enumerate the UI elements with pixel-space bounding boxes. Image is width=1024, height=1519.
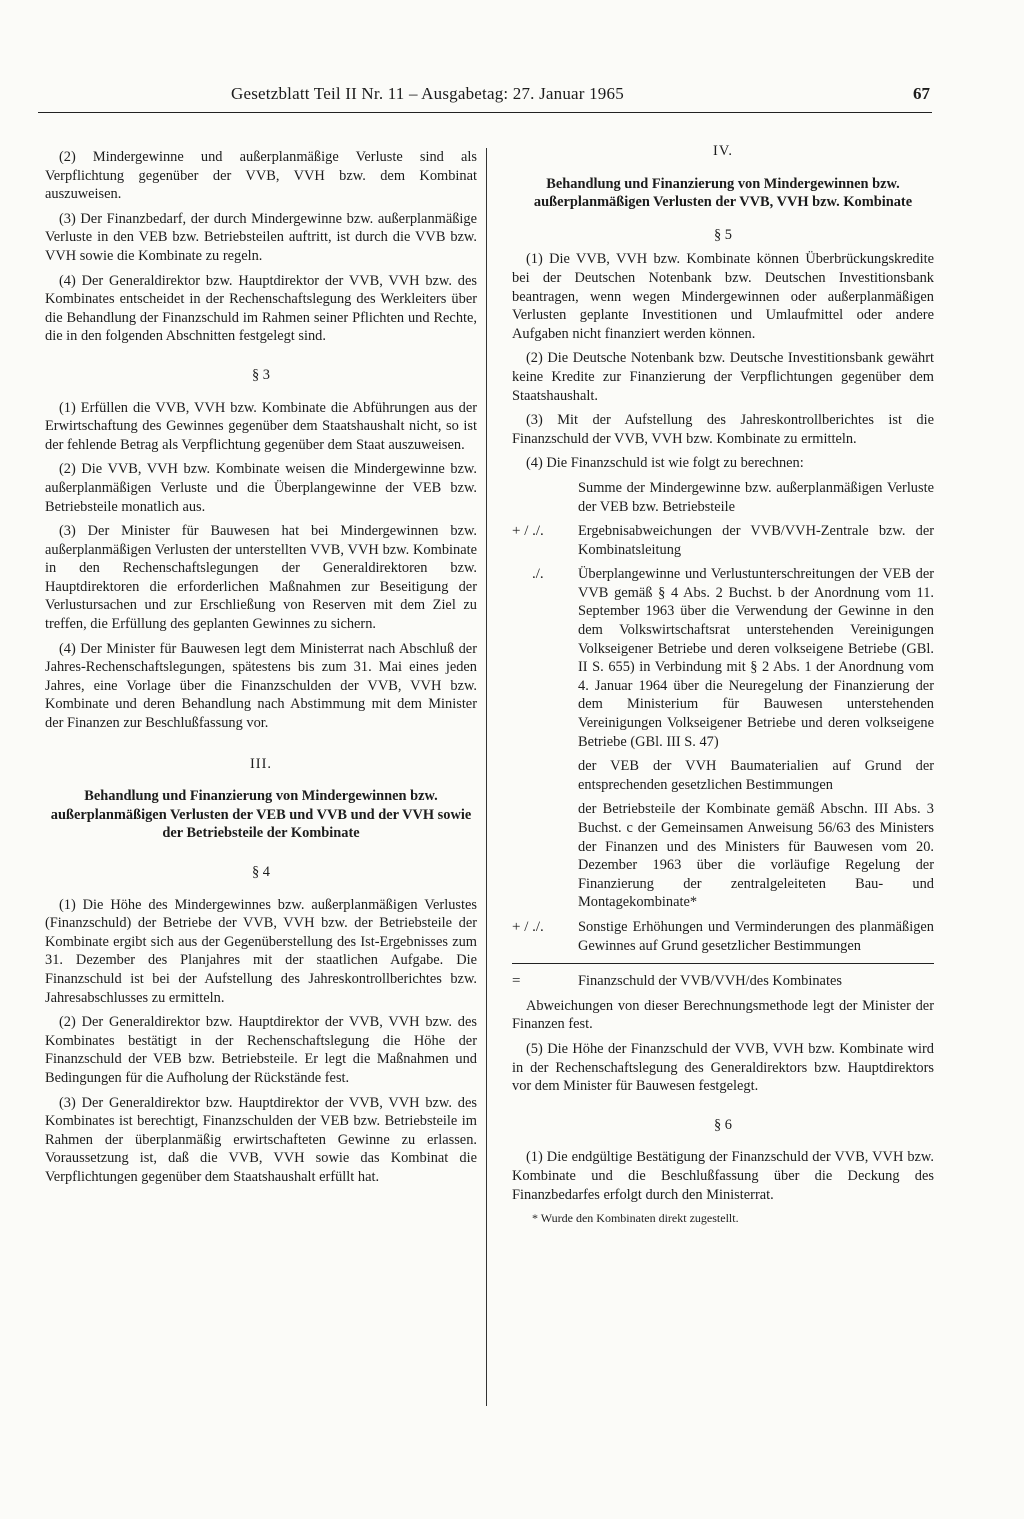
calc-sum-row bbox=[512, 963, 934, 991]
paragraph: (3) Der Minister für Bauwesen hat bei Mindergewinnen bzw. außerplanmäßigen Verlusten der unterstellten VVB, VVH bzw. Kombinate in den Rechenschaftslegungen der Generaldirektoren bzw. Hauptdirektoren die erforderlichen Maßnahmen zur Beseitigung der Verlustursachen und zur Erschließung von Reserven mit dem Ziel zu treffen, die Erfüllung des geplanten Gewinnes zu sichern. bbox=[45, 523, 477, 633]
calc-row bbox=[512, 918, 934, 955]
page-header bbox=[38, 84, 932, 113]
section-heading-5: § 5 bbox=[714, 226, 732, 243]
calc-row-text: der Betriebsteile der Kombinate gemäß Abschn. III Abs. 3 Buchst. c der Gemeinsamen Anweisung 56/63 des Ministers der Finanzen und des Ministers für Bauwesen vom 20. Dezember 1963 über die vorläufige Regelung der Finanzierung der zentralgeleiteten Bau- und Montagekombinate* bbox=[578, 801, 934, 911]
plus-minus-sign: + / ./. bbox=[512, 523, 544, 540]
calc-row-text: Ergebnisabweichungen der VVB/VVH-Zentrale bzw. der Kombinatsleitung bbox=[578, 523, 934, 558]
calc-row-text: der VEB der VVH Baumaterialien auf Grund der entsprechenden gesetzlichen Bestimmungen bbox=[578, 758, 934, 793]
paragraph: (2) Der Generaldirektor bzw. Hauptdirektor der VVB, VVH bzw. des Kombinates bestätigt in der Rechenschaftslegung die Höhe der Finanzschuld der VEB bzw. Betriebsteile. Er legt die Maßnahmen und Bedingungen für die Aufholung der Rückstände fest. bbox=[45, 1014, 477, 1086]
running-title: Gesetzblatt Teil II Nr. 11 – Ausgabetag: 27. Januar 1965 bbox=[231, 84, 624, 103]
left-column bbox=[45, 148, 477, 1193]
paragraph: (1) Die endgültige Bestätigung der Finanzschuld der VVB, VVH bzw. Kombinate und die Beschlußfassung über die Deckung des Finanzbedarfes erfolgt durch den Ministerrat. bbox=[512, 1149, 934, 1203]
minus-sign: ./. bbox=[532, 566, 544, 583]
equals-sign: = bbox=[512, 973, 521, 990]
page-number: 67 bbox=[913, 84, 930, 103]
calc-row-text: Sonstige Erhöhungen und Verminderungen des planmäßigen Gewinnes auf Grund gesetzlicher Bestimmungen bbox=[578, 918, 934, 954]
chapter-number-4: IV. bbox=[713, 143, 733, 159]
paragraph: (1) Erfüllen die VVB, VVH bzw. Kombinate die Abführungen aus der Erwirtschaftung des Gewinnes gegenüber dem Staatshaushalt nicht, so ist der fehlende Betrag als Verpflichtung gegenüber dem Staat auszuweisen. bbox=[45, 399, 477, 453]
paragraph: (2) Die VVB, VVH bzw. Kombinate weisen die Mindergewinne bzw. außerplanmäßigen Verluste und die Überplangewinne der VEB bzw. Betriebsteile monatlich aus. bbox=[45, 461, 477, 515]
calculation-scheme bbox=[512, 479, 934, 991]
column-divider bbox=[486, 148, 487, 1406]
calc-sum-text: Finanzschuld der VVB/VVH/des Kombinates bbox=[578, 973, 842, 990]
section-heading-3: § 3 bbox=[252, 366, 270, 383]
section-heading-6: § 6 bbox=[714, 1116, 732, 1133]
calc-row-text: Überplangewinne und Verlustunterschreitungen der VEB der VVB gemäß § 4 Abs. 2 Buchst. b der Anordnung vom 11. September 1963 über die Verwendung der Gewinne in den dem Volkswirtschaftsrat unterstehenden Vereinigungen Volkseigener Betriebe und deren volkseigene Betriebe (GBl. II S. 655) in Verbindung mit § 2 Abs. 1 der Anordnung vom 4. Januar 1964 über die Neuregelung der Finanzierung der dem Ministerium für Bauwesen unterstehenden Vereinigungen Volkseigener Betriebe und deren volkseigene Betriebe (GBl. III S. 47) bbox=[578, 566, 934, 750]
calc-row bbox=[512, 565, 934, 751]
chapter-heading-4: Behandlung und Finanzierung von Mindergewinnen bzw. außerplanmäßigen Verlusten der VVB, VVH bzw. Kombinate bbox=[533, 175, 913, 211]
chapter-number-3: III. bbox=[250, 755, 272, 772]
footnote: * Wurde den Kombinaten direkt zugestellt. bbox=[532, 1211, 739, 1226]
calc-row bbox=[512, 800, 934, 912]
paragraph: (1) Die Höhe des Mindergewinnes bzw. außerplanmäßigen Verlustes (Finanzschuld) der Betriebe der VVB, VVH bzw. der Betriebsteile der Kombinate ergibt sich aus der Gegenüberstellung des Ist-Ergebnisses zum 31. Dezember des Planjahres mit der staatlichen Aufgabe. Die Finanzschuld ist bei der Aufstellung des Jahreskontrollberichtes bzw. Jahresabschlusses zu ermitteln. bbox=[45, 896, 477, 1006]
paragraph: (1) Die VVB, VVH bzw. Kombinate können Überbrückungskredite bei der Deutschen Notenbank bzw. Deutschen Investitionsbank beantragen, wenn wegen Mindergewinnen oder außerplanmäßigen Verlusten geplante Investitionen und Umlaufmittel oder andere Aufgaben nicht finanziert werden können. bbox=[512, 251, 934, 342]
paragraph: (3) Der Generaldirektor bzw. Hauptdirektor der VVB, VVH bzw. des Kombinates ist berechtigt, Finanzschulden der VEB bzw. Betriebsteile im Rahmen der überplanmäßig erwirtschafteten Gewinne zu erlassen. Voraussetzung ist, daß die VVB, VVH sowie das Kombinat die Verpflichtungen gegenüber dem Staatshaushalt erfüllt hat. bbox=[45, 1094, 477, 1185]
paragraph: (4) Der Minister für Bauwesen legt dem Ministerrat nach Abschluß der Jahres-Rechenschaftslegungen, spätestens bis zum 31. Mai eines jeden Jahres, eine Vorlage über die Finanzschulden der VVB, VVH bzw. Kombinate und deren Behandlung nach Abstimmung mit dem Minister der Finanzen zur Beschlußfassung vor. bbox=[45, 640, 477, 732]
section-heading-4: § 4 bbox=[252, 864, 270, 880]
paragraph: (4) Die Finanzschuld ist wie folgt zu berechnen: bbox=[526, 455, 804, 472]
plus-minus-sign: + / ./. bbox=[512, 918, 544, 935]
calc-row-text: Summe der Mindergewinne bzw. außerplanmäßigen Verluste der VEB bzw. Betriebsteile bbox=[578, 479, 934, 515]
calc-row bbox=[512, 757, 934, 794]
paragraph: (3) Der Finanzbedarf, der durch Mindergewinne bzw. außerplanmäßige Verluste in den VEB bzw. Betriebsteilen auftritt, ist durch die VVB bzw. VVH sowie die Kombinate zu regeln. bbox=[45, 210, 477, 264]
paragraph: (4) Der Generaldirektor bzw. Hauptdirektor der VVB, VVH bzw. des Kombinates entscheidet in der Rechenschaftslegung des Werkleiters über die Behandlung der Finanzschuld im Rahmen seiner Pflichten und Rechte, die in den folgenden Abschnitten festgelegt sind. bbox=[45, 272, 477, 345]
paragraph: (5) Die Höhe der Finanzschuld der VVB, VVH bzw. Kombinate wird in der Rechenschaftslegung des Generaldirektors bzw. Hauptdirektors vor dem Minister für Bauwesen festgelegt. bbox=[512, 1040, 934, 1095]
right-column bbox=[512, 142, 934, 1226]
chapter-heading-3: Behandlung und Finanzierung von Mindergewinnen bzw. außerplanmäßigen Verlusten der VEB und VVB und der VVH sowie der Betriebsteile der Kombinate bbox=[50, 788, 472, 842]
calc-row bbox=[512, 522, 934, 559]
calc-row bbox=[512, 479, 934, 516]
paragraph: (2) Mindergewinne und außerplanmäßige Verluste sind als Verpflichtung gegenüber der VVB, VVH bzw. dem Kombinat auszuweisen. bbox=[45, 149, 477, 203]
paragraph: (3) Mit der Aufstellung des Jahreskontrollberichtes ist die Finanzschuld der VVB, VVH bzw. Kombinate zu ermitteln. bbox=[512, 412, 934, 447]
paragraph: (2) Die Deutsche Notenbank bzw. Deutsche Investitionsbank gewährt keine Kredite zur Finanzierung der Verpflichtungen gegenüber dem Staatshaushalt. bbox=[512, 350, 934, 404]
paragraph: Abweichungen von dieser Berechnungsmethode legt der Minister der Finanzen fest. bbox=[512, 997, 934, 1033]
